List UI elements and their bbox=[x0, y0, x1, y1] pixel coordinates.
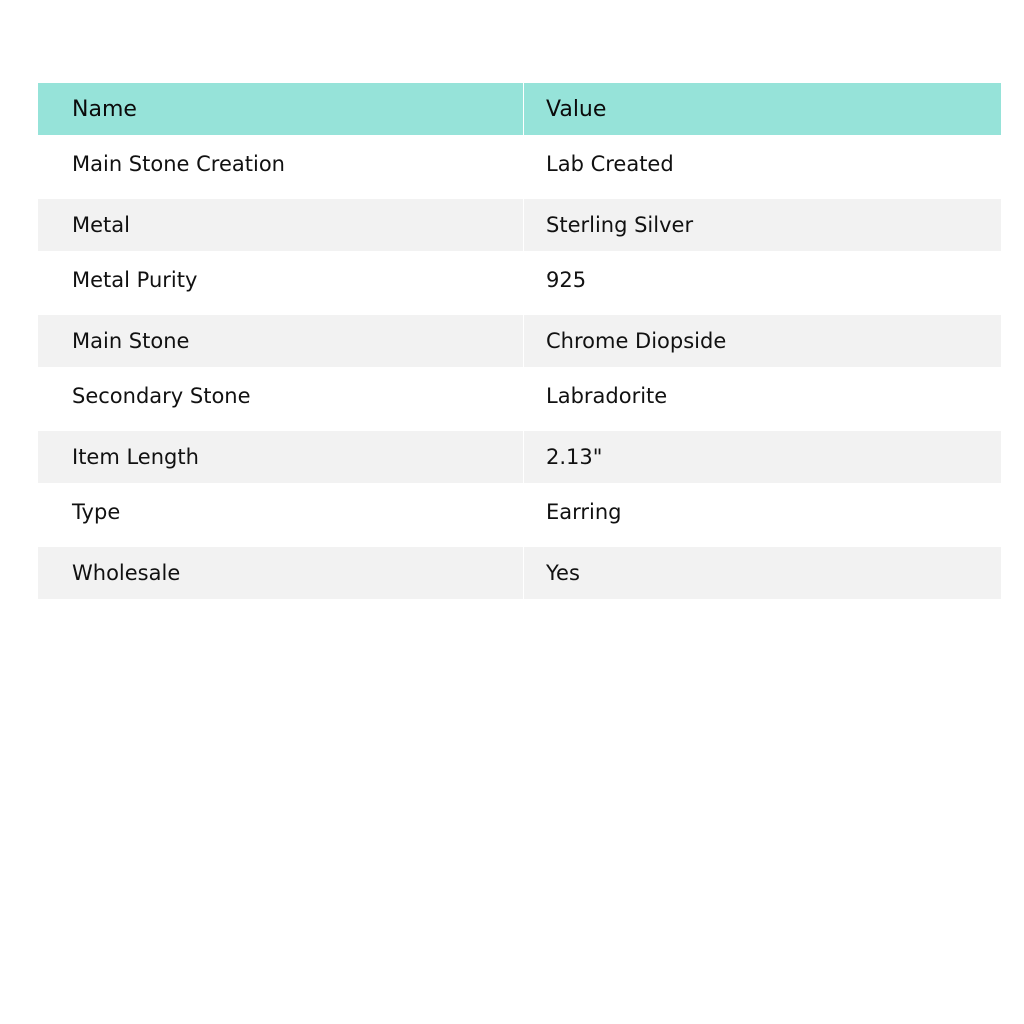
specifications-table bbox=[38, 83, 1001, 599]
table-header-row bbox=[38, 83, 1001, 135]
row-value-cell: Lab Created bbox=[546, 152, 674, 176]
row-name-cell: Metal bbox=[38, 199, 524, 251]
row-value-cell: 2.13" bbox=[546, 445, 603, 469]
row-value-cell: Yes bbox=[546, 561, 580, 585]
row-value-cell: 925 bbox=[546, 268, 587, 292]
row-name-cell: Wholesale bbox=[38, 547, 524, 599]
column-header-value: Value bbox=[546, 96, 607, 122]
row-name-cell: Metal Purity bbox=[38, 251, 524, 309]
table-row bbox=[38, 315, 1001, 367]
table-row bbox=[38, 431, 1001, 483]
row-name-cell: Main Stone bbox=[38, 315, 524, 367]
table-row bbox=[38, 251, 1001, 309]
table-row bbox=[38, 135, 1001, 193]
row-value-cell: Earring bbox=[546, 500, 622, 524]
row-value-cell: Sterling Silver bbox=[546, 213, 694, 237]
row-name-cell: Main Stone Creation bbox=[38, 135, 524, 193]
row-name-cell: Secondary Stone bbox=[38, 367, 524, 425]
row-value-cell: Chrome Diopside bbox=[546, 329, 727, 353]
row-value-cell: Labradorite bbox=[546, 384, 668, 408]
row-name-cell: Type bbox=[38, 483, 524, 541]
table-row bbox=[38, 367, 1001, 425]
column-header-name: Name bbox=[38, 83, 524, 135]
table-row bbox=[38, 483, 1001, 541]
table-row bbox=[38, 547, 1001, 599]
table-row bbox=[38, 199, 1001, 251]
row-name-cell: Item Length bbox=[38, 431, 524, 483]
